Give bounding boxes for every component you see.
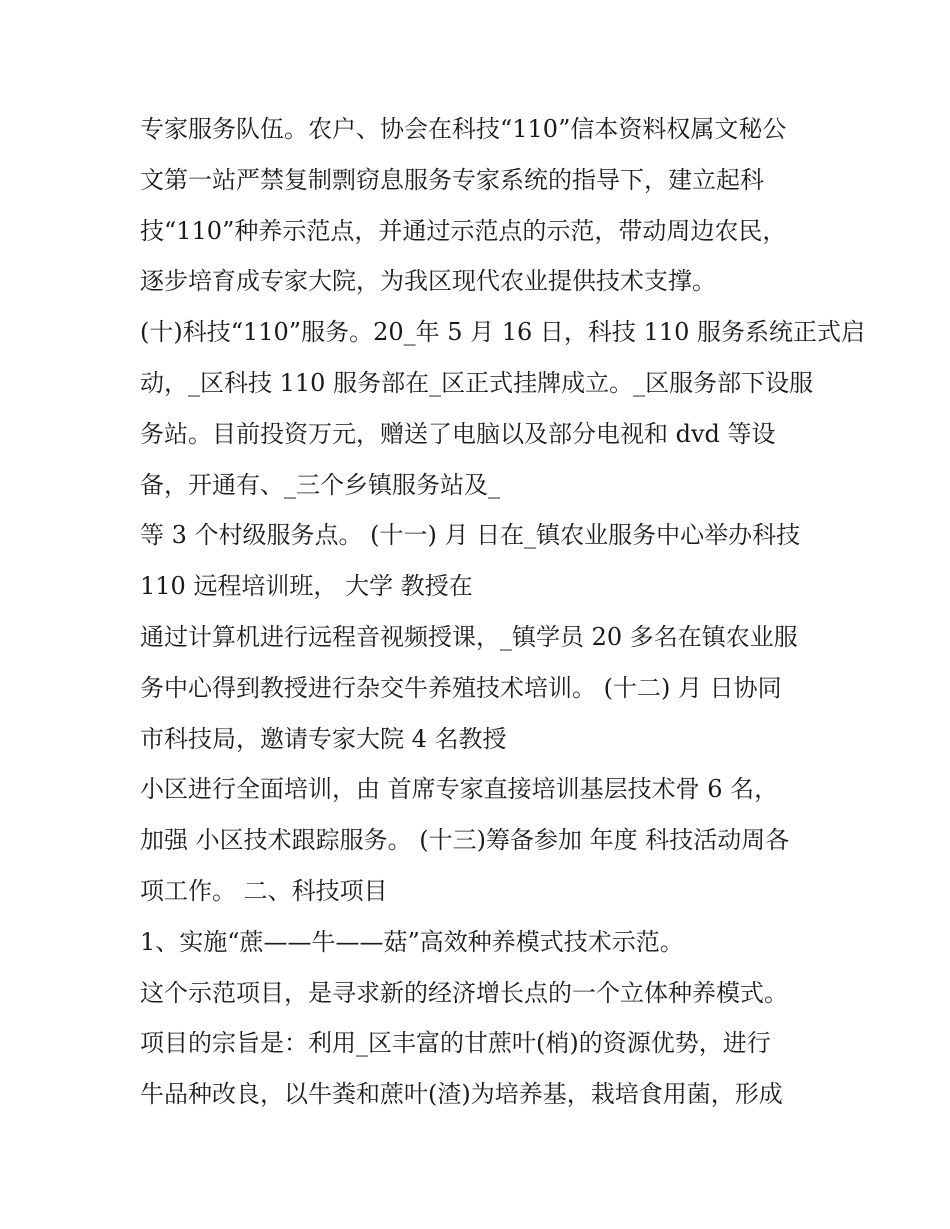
text-line: 项工作。 二、科技项目 <box>140 876 388 905</box>
text-line: 这个示范项目，是寻求新的经济增长点的一个立体种养模式。 <box>140 978 788 1007</box>
text-line: 通过计算机进行远程音视频授课，_镇学员 20 多名在镇农业服 <box>140 622 798 651</box>
text-line: 1、实施“蔗——牛——菇”高效种养模式技术示范。 <box>140 927 684 956</box>
text-line: 专家服务队伍。农户、协会在科技“110”信本资料权属文秘公 <box>140 115 787 143</box>
text-line: (十)科技“110”服务。20_年 5 月 16 日，科技 110 服务系统正式启 <box>140 318 866 347</box>
text-line: 逐步培育成专家大院，为我区现代农业提供技术支撑。 <box>140 267 716 296</box>
text-line: 牛品种改良，以牛粪和蔗叶(渣)为培养基，栽培食用菌，形成 <box>140 1080 783 1109</box>
text-line: 技“110”种养示范点，并通过示范点的示范，带动周边农民， <box>140 216 787 245</box>
text-line: 动，_区科技 110 服务部在_区正式挂牌成立。_区服务部下设服 <box>140 368 814 397</box>
text-line: 项目的宗旨是：利用_区丰富的甘蔗叶(梢)的资源优势，进行 <box>140 1029 771 1058</box>
text-line: 等 3 个村级服务点。 (十一) 月 日在_镇农业服务中心举办科技 <box>140 521 801 550</box>
text-line: 备，开通有、_三个乡镇服务站及_ <box>140 470 500 499</box>
text-line: 加强 小区技术跟踪服务。 (十三)筹备参加 年度 科技活动周各 <box>140 826 790 855</box>
document-text-body <box>140 104 866 1120</box>
text-line: 市科技局，邀请专家大院 4 名教授 <box>140 724 507 753</box>
text-line: 110 远程培训班， 大学 教授在 <box>140 572 473 601</box>
text-line: 小区进行全面培训，由 首席专家直接培训基层技术骨 6 名， <box>140 775 779 804</box>
text-line: 务站。目前投资万元，赠送了电脑以及部分电视和 dvd 等设 <box>140 419 776 448</box>
text-line: 务中心得到教授进行杂交牛养殖技术培训。 (十二) 月 日协同 <box>140 673 782 702</box>
text-line: 文第一站严禁复制剽窃息服务专家系统的指导下，建立起科 <box>140 165 764 194</box>
